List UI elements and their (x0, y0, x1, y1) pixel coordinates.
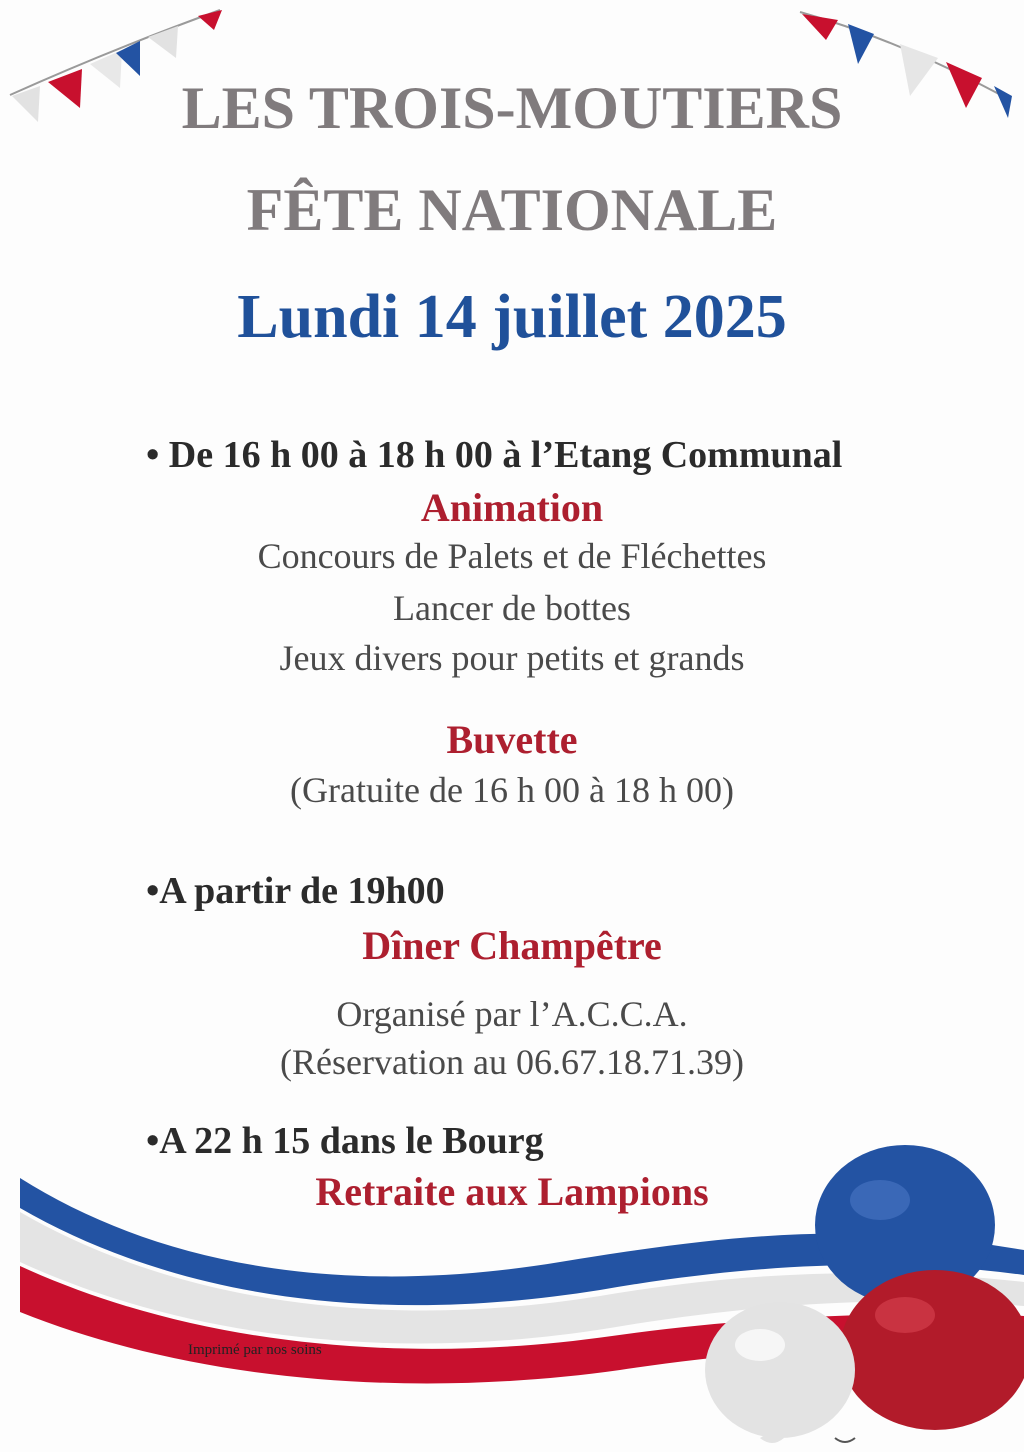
night-schedule: •A 22 h 15 dans le Bourg (146, 1120, 544, 1162)
detail-buvette-hours: (Gratuite de 16 h 00 à 18 h 00) (290, 770, 734, 810)
afternoon-schedule: • De 16 h 00 à 18 h 00 à l’Etang Communal (146, 434, 843, 476)
print-note: Imprimé par nos soins (188, 1342, 322, 1358)
event-date: Lundi 14 juillet 2025 (237, 283, 787, 351)
activity-buvette: Buvette (446, 717, 578, 762)
detail-jeux: Jeux divers pour petits et grands (279, 638, 745, 678)
detail-concours: Concours de Palets et de Fléchettes (257, 536, 767, 576)
evening-schedule: •A partir de 19h00 (146, 870, 445, 912)
event-title: FÊTE NATIONALE (246, 177, 778, 243)
activity-animation: Animation (420, 485, 604, 530)
detail-lancer: Lancer de bottes (393, 588, 631, 628)
detail-organisateur: Organisé par l’A.C.C.A. (336, 994, 688, 1034)
activity-diner: Dîner Champêtre (362, 923, 662, 968)
detail-reservation: (Réservation au 06.67.18.71.39) (280, 1042, 744, 1082)
town-title: LES TROIS-MOUTIERS (181, 75, 843, 141)
activity-retraite: Retraite aux Lampions (315, 1169, 709, 1214)
